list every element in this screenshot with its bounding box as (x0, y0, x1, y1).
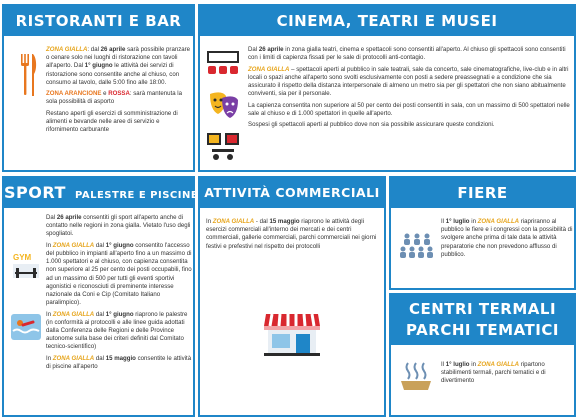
termali-title-line1: CENTRI TERMALI (408, 300, 557, 318)
ristoranti-title: RISTORANTI E BAR (4, 6, 193, 36)
sport-title-main: SPORT (4, 183, 66, 202)
cinema-p4: Sospesi gli spettacoli aperti al pubblico dove non sia possibile assicurare queste condizioni. (248, 121, 495, 129)
sport-p3: In ZONA GIALLA dal 1° giugno riaprono le palestre (in conformità ai protocolli e alle linee guida adottati dalla Conferenza delle Regioni e delle Province autonome sulla base dei criteri definiti dal Comitato tecnico-scientifico) (46, 310, 188, 351)
fiere-text (441, 218, 573, 262)
cinema-text (248, 46, 570, 133)
sport-title (4, 178, 199, 208)
panel-termali (389, 293, 576, 417)
ristoranti-p3: Restano aperti gli esercizi di somministrazione di alimenti e bevande nelle aree di servizio e rifornimento carburante (46, 109, 178, 134)
sport-text (46, 214, 192, 374)
cinema-p2: ZONA GIALLA – spettacoli aperti al pubblico in sale teatrali, sale da concerto, sale cinematografiche, live-club e in altri locali o spazi anche all'aperto sono svolti esclusivamente con posti a sedere preassegnati e a condizione che sia assicurato il rispetto della distanza interpersonale di almeno un metro sia per gli spettatori che non siano abitualmente conviventi, sia per il personale. (248, 65, 569, 98)
panel-fiere (389, 176, 576, 290)
sport-p4: In ZONA GIALLA dal 15 maggio consentite le attività di piscine all'aperto (46, 354, 192, 371)
gym-icon (11, 252, 41, 280)
fiere-p1: Il 1° luglio in ZONA GIALLA riapriranno al pubblico le fiere e i congressi con la possibilità di svolgere anche prima di tale data le attività preparatorie che non prevedono afflusso di pubblico. (441, 218, 573, 258)
cinema-seats-icon (206, 50, 240, 78)
panel-sport (2, 176, 199, 417)
panel-cinema (198, 4, 576, 172)
shop-icon (262, 312, 322, 356)
commerciali-title: ATTIVITÀ COMMERCIALI (200, 178, 384, 208)
museum-painting-icon (206, 132, 240, 164)
commerciali-p1: In ZONA GIALLA - dal 15 maggio riaprono le attività degli esercizi commerciali all'interno dei mercati e dei centri commerciali, gallerie commerciali, parchi commerciali nei giorni festivi e prefestivi nel rispetto dei protocolli (206, 218, 377, 250)
fork-knife-icon (18, 52, 38, 100)
termali-title-line2: PARCHI TEMATICI (406, 321, 559, 339)
panel-commerciali (198, 176, 386, 417)
gym-label: GYM (13, 253, 32, 262)
sport-p2: In ZONA GIALLA dal 1° giugno consentito l'accesso del pubblico in impianti all'aperto fino a un massimo di 1.000 spettatori e al chiuso, con capienza consentita non superiore al 25 per cento dei posti occupabili, fino ad un massimo di 500 per tutti gli eventi sportivi agonistici e riconosciuti di preminente interesse nazionale da Coni e Cip (Comitato Italiano paralimpico). (46, 241, 192, 307)
ristoranti-p2: ZONA ARANCIONE e ROSSA: sarà mantenuta la sola possibilità di asporto (46, 90, 183, 106)
fiere-title: FIERE (391, 178, 574, 208)
commerciali-text (206, 218, 380, 254)
cinema-p1: Dal 26 aprile in zona gialla teatri, cinema e spettacoli sono consentiti all'aperto. Al chiuso gli spettacoli sono consentiti con i limiti di capienza fissati per le sale di protocolli anti-contagio. (248, 46, 566, 62)
panel-ristoranti (2, 4, 195, 172)
cinema-p3: La capienza consentita non superiore al 50 per cento dei posti consentiti in sala, con un massimo di 500 spettatori nelle sale al chiuso e di 1.000 spettatori in quelle all'aperto. (248, 101, 570, 117)
ristoranti-p1: ZONA GIALLA: dal 26 aprile sarà possibile pranzare o cenare solo nei luoghi di ristorazione con tavoli all'aperto. Dal 1° giugno le attività dei servizi di ristorazione sono consentite anche al chiuso, con consumo al tavolo, dalle 5:00 fino alle 18:00. (46, 46, 191, 86)
conference-icon (399, 232, 435, 262)
termali-text (441, 361, 573, 389)
theatre-masks-icon (208, 90, 240, 120)
spa-icon (399, 361, 433, 391)
ristoranti-text (46, 46, 192, 138)
swimming-icon (11, 314, 41, 340)
cinema-title: CINEMA, TEATRI E MUSEI (200, 6, 574, 36)
termali-p1: Il 1° luglio in ZONA GIALLA ripartono stabilimenti termali, parchi tematici e di divertimento (441, 361, 546, 385)
termali-title (391, 295, 574, 345)
sport-p1: Dal 26 aprile consentiti gli sport all'aperto anche di contatto nelle regioni in zona gialla. Vietato l'uso degli spogliatoi. (46, 214, 191, 238)
sport-title-sub: PALESTRE E PISCINE (74, 190, 199, 201)
